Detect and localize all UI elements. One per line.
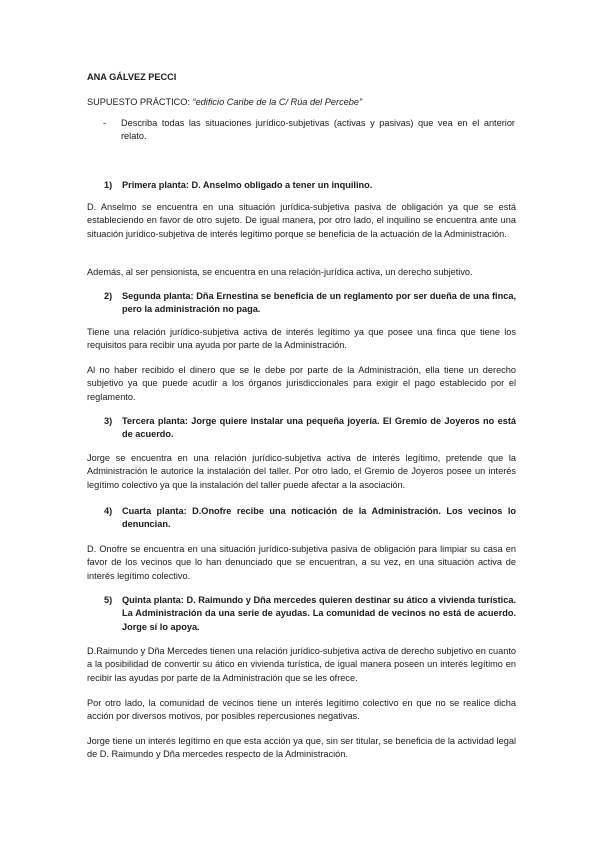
paragraph: Al no haber recibido el dinero que se le debe por parte de la Administración, ella tiene un derecho subjetivo ya que puede acudir a los órganos jurisdiccionales para exigir el pago establecido por el reglamento.: [87, 365, 516, 402]
section-number: 5): [104, 595, 113, 605]
document-subtitle: [87, 96, 362, 109]
paragraph: Además, al ser pensionista, se encuentra en una relación-jurídica activa, un derecho subjetivo.: [87, 267, 473, 277]
section-heading: [104, 290, 516, 317]
author-name: ANA GÁLVEZ PECCI: [87, 72, 177, 82]
section-heading: [104, 179, 516, 192]
section-heading: [104, 505, 516, 532]
task-text: Describa todas las situaciones jurídico-subjetivas (activas y pasivas) que vea en el anterior relato.: [121, 118, 515, 142]
section-heading-text: Quinta planta: D. Raimundo y Dña mercedes quieren destinar su ático a vivienda turística. La Administración da una serie de ayudas. La comunidad de vecinos no está de acuerdo. Jorge sí lo apoya.: [122, 595, 516, 632]
paragraph: Tiene una relación jurídico-subjetiva activa de interés legítimo ya que posee una finca que tiene los requisitos para recibir una ayuda por parte de la Administración.: [87, 327, 516, 351]
section-heading-text: Primera planta: D. Anselmo obligado a tener un inquilino.: [122, 180, 373, 190]
subtitle-label: SUPUESTO PRÁCTICO:: [87, 97, 193, 107]
dash-bullet: -: [103, 118, 107, 128]
section-heading-text: Tercera planta: Jorge quiere instalar una pequeña joyería. El Gremio de Joyeros no está de acuerdo.: [122, 416, 516, 440]
section-heading: [104, 594, 516, 634]
paragraph: Jorge tiene un interés legítimo en que esta acción ya que, sin ser titular, se beneficia de la actividad legal de D. Raimundo y Dña mercedes respecto de la Administración.: [87, 736, 516, 760]
task-item: [103, 117, 515, 144]
paragraph: Por otro lado, la comunidad de vecinos tiene un interés legítimo colectivo en que no se realice dicha acción por diversos motivos, por posibles repercusiones negativas.: [87, 698, 516, 722]
paragraph: Jorge se encuentra en una relación jurídico-subjetiva activa de interés legítimo, pretende que la Administración le autorice la instalación del taller. Por otro lado, el Gremio de Joyeros posee un interés legítimo colectivo ya que la instalación del taller puede afectar a la asociación.: [87, 453, 516, 490]
paragraph: D.Raimundo y Dña Mercedes tienen una relación jurídico-subjetiva activa de derecho subjetivo en cuanto a la posibilidad de convertir su ático en vivienda turística, de igual manera poseen un interés legítimo en recibir las ayudas por parte de la Administración que se les ofrece.: [87, 646, 516, 683]
section-number: 4): [104, 506, 113, 516]
section-heading-text: Segunda planta: Dña Ernestina se beneficia de un reglamento por ser dueña de una finca, pero la administración no paga.: [122, 291, 516, 315]
section-number: 3): [104, 416, 113, 426]
section-heading-text: Cuarta planta: D.Onofre recibe una noticación de la Administración. Los vecinos lo denuncian.: [122, 506, 516, 530]
paragraph: D. Anselmo se encuentra en una situación jurídica-subjetiva pasiva de obligación ya que se está estableciendo en favor de otro sujeto. De igual manera, por otro lado, el inquilino se encuentra ante una situación jurídico-subjetiva de interés legítimo porque se beneficia de la actuación de la Administración.: [87, 202, 516, 239]
section-number: 2): [104, 291, 113, 301]
section-heading: [104, 415, 516, 442]
section-number: 1): [104, 180, 113, 190]
subtitle-title: “edificio Caribe de la C/ Rúa del Percebe”: [192, 97, 363, 107]
paragraph: D. Onofre se encuentra en una situación jurídico-subjetiva pasiva de obligación para limpiar su casa en favor de los vecinos que lo han denunciado que se encuentran, a su vez, en una situación activa de interés legítimo colectivo.: [87, 544, 516, 581]
